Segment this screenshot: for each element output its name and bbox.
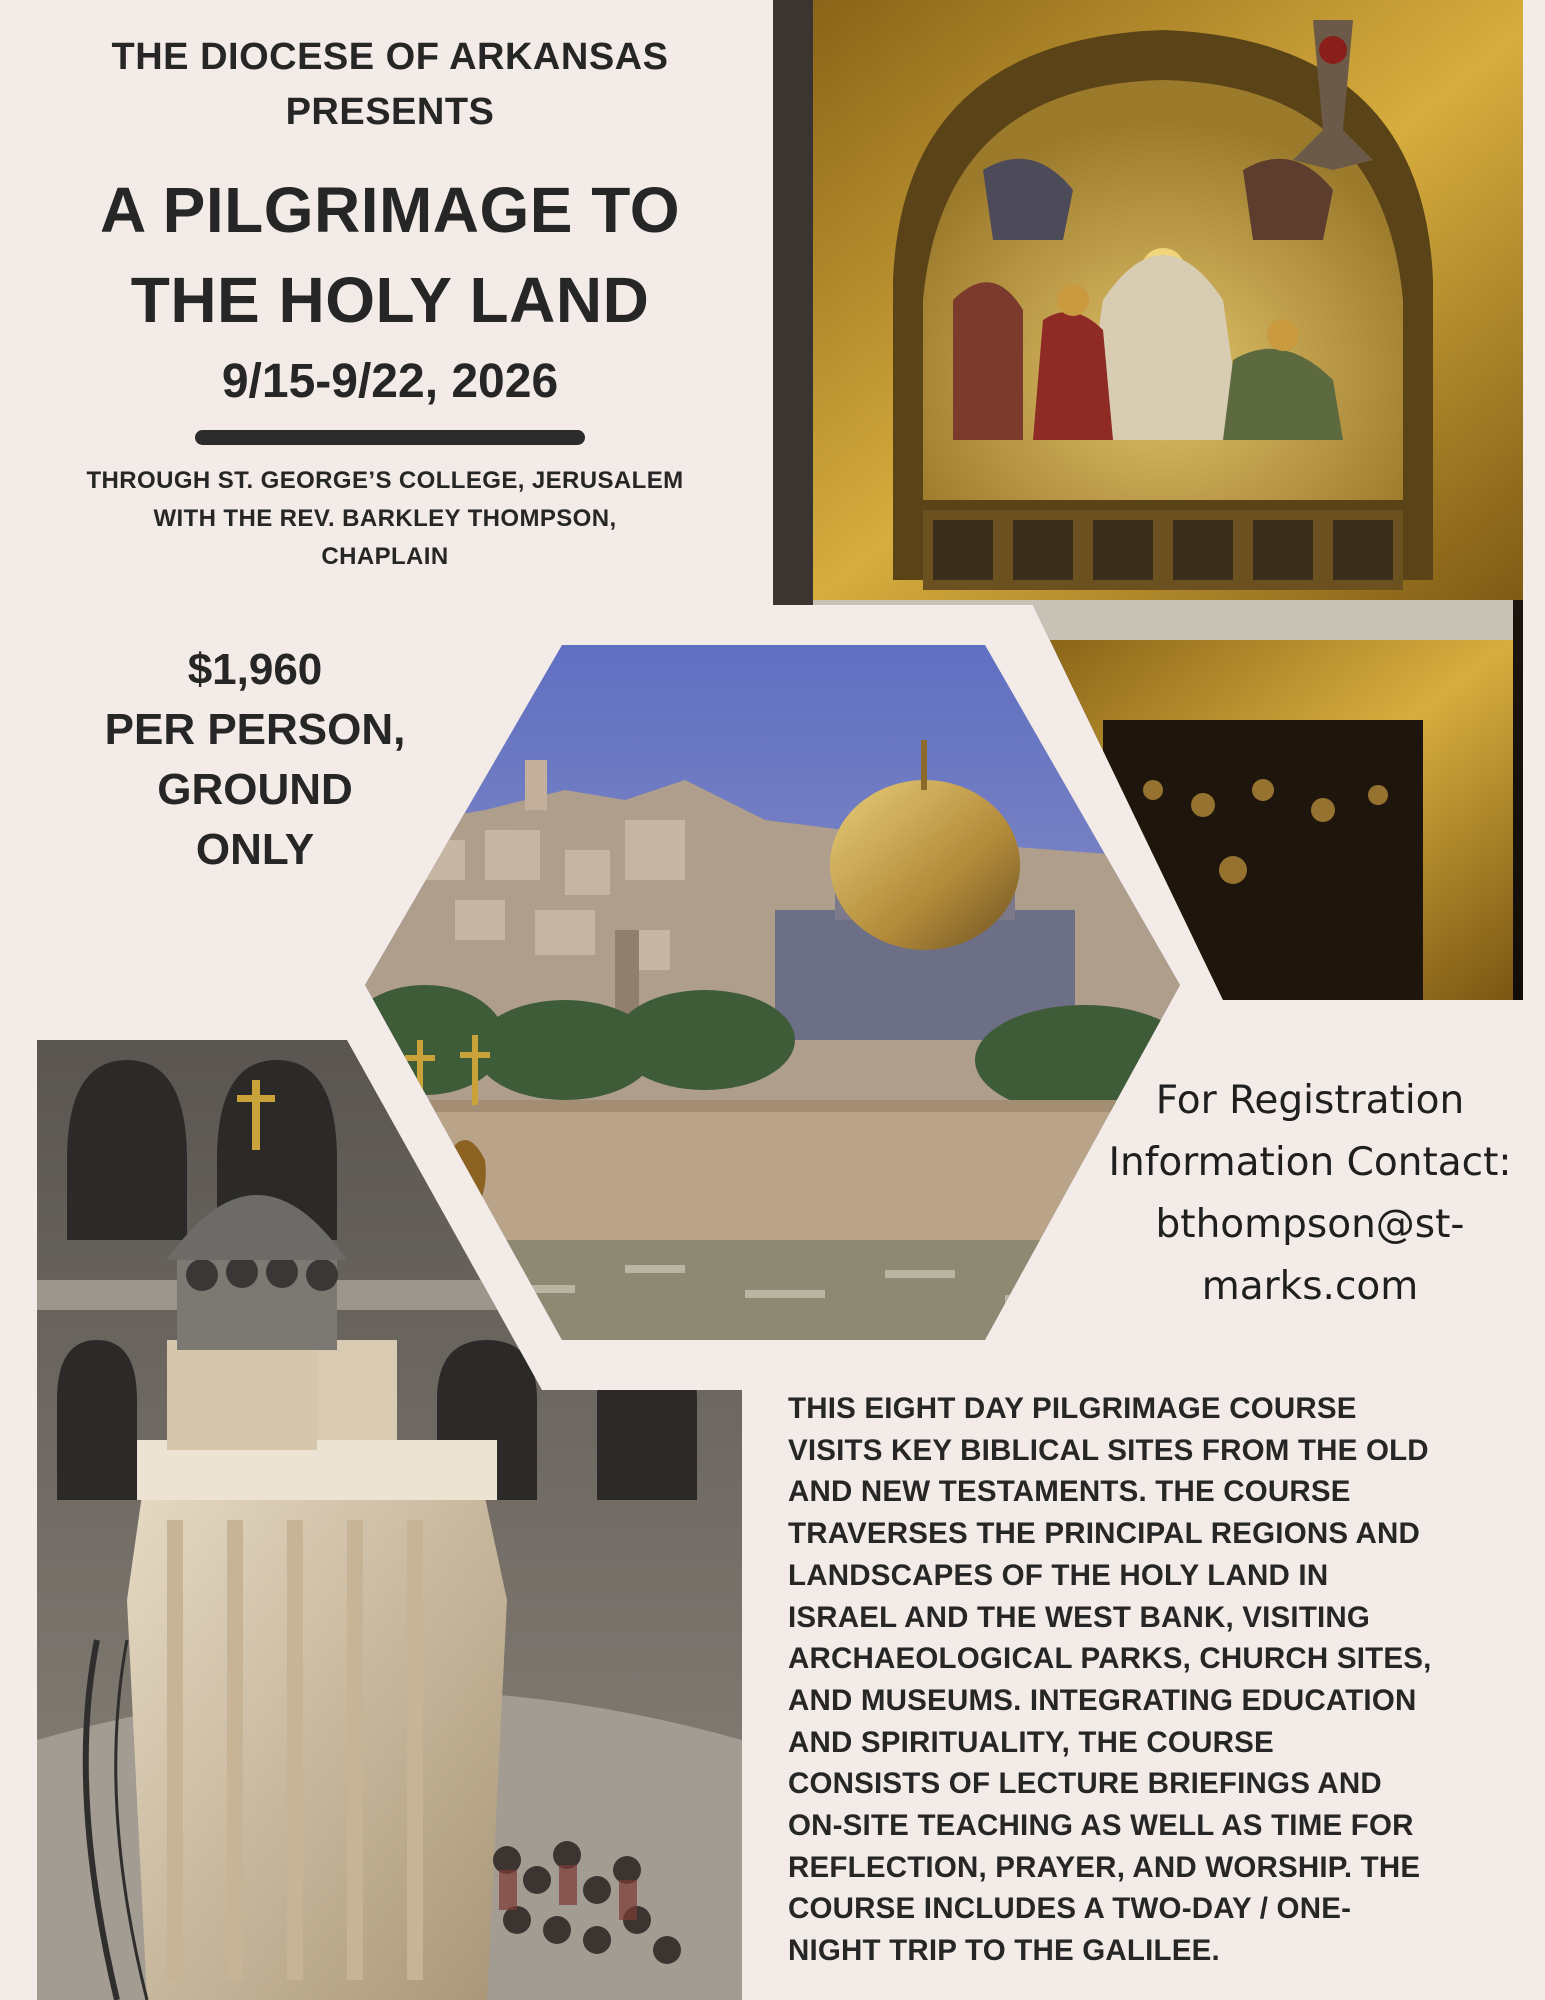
price-line-3: GROUND — [157, 765, 353, 814]
registration-email-line-1[interactable]: bthompson@st- — [1155, 1202, 1465, 1247]
course-description — [788, 1388, 1488, 1972]
title-line-1: A PILGRIMAGE TO — [100, 174, 680, 246]
page-title — [40, 165, 740, 345]
description-line: CONSISTS OF LECTURE BRIEFINGS AND — [788, 1767, 1382, 1801]
subtitle-line-3: CHAPLAIN — [321, 543, 449, 570]
price-amount: $1,960 — [187, 645, 323, 694]
presenter-line-2: PRESENTS — [285, 91, 495, 133]
description-line: AND SPIRITUALITY, THE COURSE — [788, 1725, 1274, 1759]
description-line: NIGHT TRIP TO THE GALILEE. — [788, 1934, 1220, 1968]
holy-sepulchre-edicule-photo — [37, 1040, 742, 2000]
title-line-2: THE HOLY LAND — [130, 264, 650, 336]
description-line: REFLECTION, PRAYER, AND WORSHIP. THE — [788, 1850, 1421, 1884]
price-line-2: PER PERSON, — [104, 705, 406, 754]
registration-contact — [1100, 1070, 1520, 1318]
description-line: LANDSCAPES OF THE HOLY LAND IN — [788, 1558, 1329, 1592]
registration-email-line-2[interactable]: marks.com — [1201, 1264, 1419, 1309]
description-line: ISRAEL AND THE WEST BANK, VISITING — [788, 1600, 1371, 1634]
title-divider — [195, 430, 585, 445]
trip-dates: 9/15-9/22, 2026 — [221, 355, 559, 408]
description-line: AND NEW TESTAMENTS. THE COURSE — [788, 1475, 1351, 1509]
description-line: THIS EIGHT DAY PILGRIMAGE COURSE — [788, 1392, 1357, 1425]
registration-line-1: For Registration — [1155, 1078, 1465, 1123]
description-line: AND MUSEUMS. INTEGRATING EDUCATION — [788, 1683, 1417, 1717]
subtitle-line-2: WITH THE REV. BARKLEY THOMPSON, — [153, 505, 617, 532]
subtitle-line-1: THROUGH ST. GEORGE’S COLLEGE, JERUSALEM — [86, 467, 684, 494]
description-line: ARCHAEOLOGICAL PARKS, CHURCH SITES, — [788, 1642, 1432, 1676]
registration-line-2: Information Contact: — [1108, 1140, 1512, 1185]
presenter-heading — [40, 30, 740, 140]
presenter-line-1: THE DIOCESE OF ARKANSAS — [111, 36, 669, 78]
description-line: ON-SITE TEACHING AS WELL AS TIME FOR — [788, 1809, 1414, 1843]
description-line: TRAVERSES THE PRINCIPAL REGIONS AND — [788, 1517, 1421, 1551]
description-line: COURSE INCLUDES A TWO-DAY / ONE- — [788, 1892, 1352, 1926]
subtitle — [30, 462, 740, 576]
price-line-4: ONLY — [195, 825, 315, 874]
description-line: VISITS KEY BIBLICAL SITES FROM THE OLD — [788, 1433, 1429, 1467]
